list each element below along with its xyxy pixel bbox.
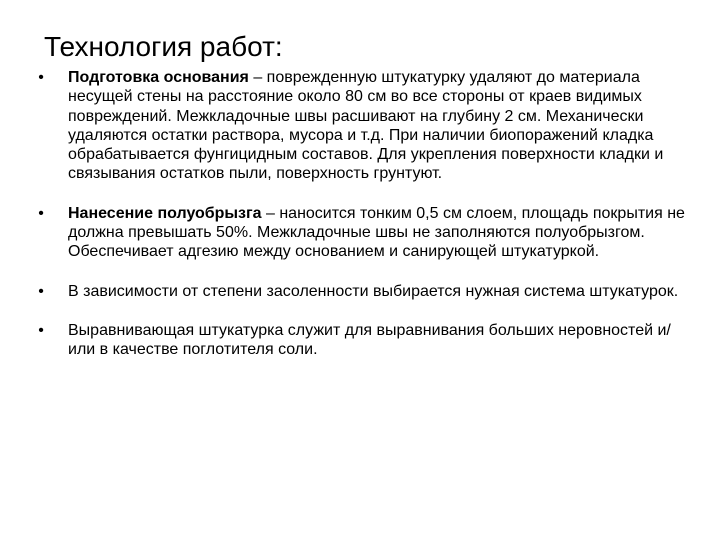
bullet-item-leveling-plaster	[34, 321, 690, 360]
bullet-item-half-spray	[34, 204, 690, 262]
bullet-text	[68, 282, 690, 301]
bullet-heading: Подготовка основания	[68, 69, 249, 86]
bullet-heading: Нанесение полуобрызга	[68, 204, 262, 222]
bullet-text	[68, 204, 690, 262]
bullet-icon: •	[38, 321, 44, 339]
bullet-body: В зависимости от степени засоленности выбирается нужная система штукатурок.	[68, 282, 679, 300]
bullet-text	[68, 68, 690, 184]
bullet-body: – наносится тонким 0,5 см слоем, площадь покрытия не должна превышать 50%. Межкладочные швы не заполняются полуобрызгом. Обеспечивает адгезию между основанием и санирующей штукатуркой.	[68, 204, 685, 261]
bullet-body: Выравнивающая штукатурка служит для выравнивания больших неровностей и/или в качестве поглотителя соли.	[68, 321, 671, 359]
bullet-text	[68, 321, 690, 360]
slide-title: Технология работ:	[44, 31, 283, 62]
bullet-icon: •	[38, 282, 44, 300]
bullet-icon: •	[38, 69, 44, 86]
bullet-item-preparation	[34, 68, 690, 184]
bullet-icon: •	[38, 204, 44, 222]
bullet-item-salinity	[34, 282, 690, 301]
bullet-body: – поврежденную штукатурку удаляют до материала несущей стены на расстояние около 80 см во все стороны от краев видимых повреждений. Межкладочные швы расшивают на глубину 2 см. Механически удаляются остатки раствора, мусора и т.д. При наличии биопоражений кладка обрабатывается фунгицидным составов. Для укрепления поверхности кладки и связывания остатков пыли, поверхность грунтуют.	[68, 69, 664, 183]
bullet-list	[34, 68, 690, 360]
